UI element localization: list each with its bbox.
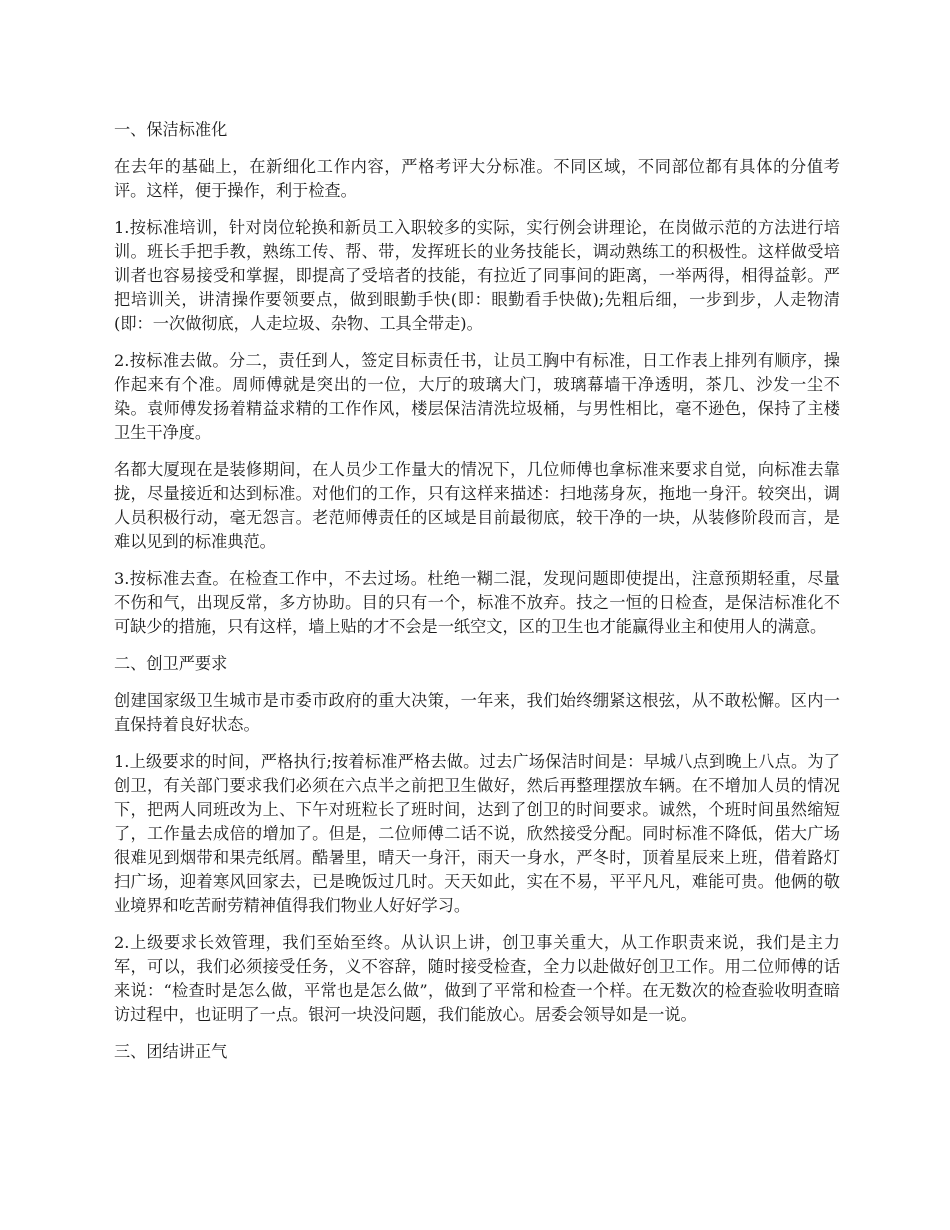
paragraph: 1.上级要求的时间，严格执行;按着标准严格去做。过去广场保洁时间是：早城八点到晚上八点。为了创卫，有关部门要求我们必须在六点半之前把卫生做好，然后再整理摆放车辆。在不增加人员的情况下，把两人同班改为上、下午对班粒长了班时间，达到了创卫的时间要求。诚然，个班时间虽然缩短了，工作量去成倍的增加了。但是，二位师傅二话不说，欣然接受分配。同时标准不降低，偌大广场很难见到烟带和果壳纸屑。酷暑里，晴天一身汗，雨天一身水，严冬时，顶着星辰来上班，借着路灯扫广场，迎着寒风回家去，已是晚饭过几时。天天如此，实在不易，平平凡凡，难能可贵。他俩的敬业境界和吃苦耐劳精神值得我们物业人好好学习。: [114, 752, 840, 915]
paragraph: 1.按标准培训，针对岗位轮换和新员工入职较多的实际，实行例会讲理论，在岗做示范的方法进行培训。班长手把手教，熟练工传、帮、带，发挥班长的业务技能长，调动熟练工的积极性。这样做受培训者也容易接受和掌握，即提高了受培者的技能，有拉近了同事间的距离，一举两得，相得益彰。严把培训关，讲清操作要领要点，做到眼勤手快(即：眼勤看手快做);先粗后细，一步到步，人走物清(即：一次做彻底，人走垃圾、杂物、工具全带走)。: [114, 218, 840, 333]
paragraph: 2.按标准去做。分二，责任到人，签定目标责任书，让员工胸中有标准，日工作表上排列有顺序，操作起来有个准。周师傅就是突出的一位，大厅的玻璃大门，玻璃幕墙干净透明，茶几、沙发一尘不染。袁师傅发扬着精益求精的工作作风，楼层保洁清洗垃圾桶，与男性相比，毫不逊色，保持了主楼卫生干净度。: [114, 351, 840, 442]
paragraph: 在去年的基础上，在新细化工作内容，严格考评大分标准。不同区域，不同部位都有具体的分值考评。这样，便于操作，利于检查。: [114, 157, 840, 200]
paragraph: 2.上级要求长效管理，我们至始至终。从认识上讲，创卫事关重大，从工作职责来说，我们是主力军，可以，我们必须接受任务，义不容辞，随时接受检查，全力以赴做好创卫工作。用二位师傅的话来说：“检查时是怎么做，平常也是怎么做”，做到了平常和检查一个样。在无数次的检查验收明查暗访过程中，也证明了一点。银河一块没问题，我们能放心。居委会领导如是一说。: [114, 933, 840, 1024]
section-heading-2: 二、创卫严要求: [114, 654, 228, 673]
paragraph: 创建国家级卫生城市是市委市政府的重大决策，一年来，我们始终绷紧这根弦，从不敢松懈。区内一直保持着良好状态。: [114, 691, 840, 734]
section-heading-3: 三、团结讲正气: [114, 1042, 228, 1061]
document-page: [114, 118, 840, 1077]
paragraph: 名都大厦现在是装修期间，在人员少工作量大的情况下，几位师傅也拿标准来要求自觉，向标准去靠拢，尽量接近和达到标准。对他们的工作，只有这样来描述：扫地荡身灰，拖地一身汗。较突出，调人员积极行动，毫无怨言。老范师傅责任的区域是目前最彻底，较干净的一块，从装修阶段而言，是难以见到的标准典范。: [114, 460, 840, 551]
section-heading-1: 一、保洁标准化: [114, 120, 228, 139]
paragraph: 3.按标准去查。在检查工作中，不去过场。杜绝一糊二混，发现问题即使提出，注意预期轻重，尽量不伤和气，出现反常，多方协助。目的只有一个，标准不放弃。技之一恒的日检查，是保洁标准化不可缺少的措施，只有这样，墙上贴的才不会是一纸空文，区的卫生也才能赢得业主和使用人的满意。: [114, 569, 840, 636]
